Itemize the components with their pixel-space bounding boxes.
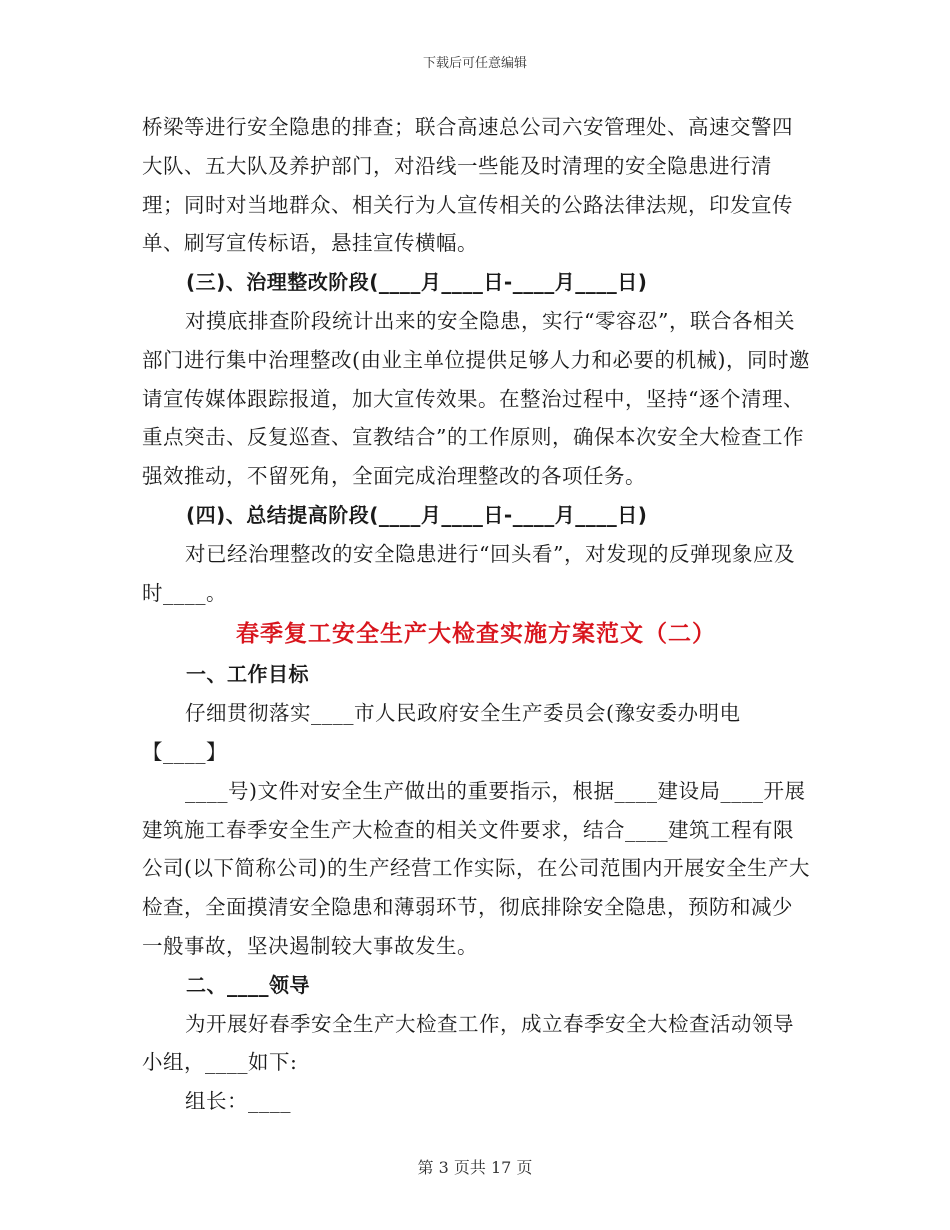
section-title: 春季复工安全生产大检查实施方案范文（二） — [236, 621, 716, 648]
heading-work-goal: 一、工作目标 — [186, 662, 309, 687]
heading-leadership: 二、____领导 — [186, 972, 310, 997]
document-body — [142, 108, 810, 1121]
paragraph-leader: 组长：____ — [185, 1089, 292, 1114]
paragraph-summary: 对已经治理整改的安全隐患进行“回头看”，对发现的反弹现象应及时____。 — [142, 541, 796, 605]
heading-rectification-stage: (三)、治理整改阶段(____月____日-____月____日) — [186, 270, 648, 295]
paragraph-goal-intro: 仔细贯彻落实____市人民政府安全生产委员会(豫安委办明电【____】 — [142, 701, 741, 764]
paragraph-rectification: 对摸底排查阶段统计出来的安全隐患，实行“零容忍”，联合各相关部门进行集中治理整改(由业主单位提供足够人力和必要的机械)，同时邀请宣传媒体跟踪报道，加大宣传效果。在整治过程中，坚持“逐个清理、重点突击、反复巡查、宣教结合”的工作原则，确保本次安全大检查工作强效推动，不留死角，全面完成治理整改的各项任务。 — [142, 308, 810, 489]
page-footer: 第 3 页共 17 页 — [417, 1158, 533, 1177]
heading-summary-stage: (四)、总结提高阶段(____月____日-____月____日) — [186, 502, 648, 527]
page-header: 下载后可任意编辑 — [422, 56, 527, 71]
paragraph-inspection: 桥梁等进行安全隐患的排查；联合高速总公司六安管理处、高速交警四大队、五大队及养护部门，对沿线一些能及时清理的安全隐患进行清理；同时对当地群众、相关行为人宣传相关的公路法律法规，印发宣传单、刷写宣传标语，悬挂宣传横幅。 — [142, 115, 793, 256]
paragraph-goal-detail: ____号)文件对安全生产做出的重要指示，根据____建设局____开展建筑施工春季安全生产大检查的相关文件要求，结合____建筑工程有限公司(以下简称公司)的生产经营工作实际，在公司范围内开展安全生产大检查，全面摸清安全隐患和薄弱环节，彻底排除安全隐患，预防和减少一般事故，坚决遏制较大事故发生。 — [142, 778, 810, 958]
paragraph-leadership: 为开展好春季安全生产大检查工作，成立春季安全大检查活动领导小组，____如下: — [142, 1011, 795, 1075]
